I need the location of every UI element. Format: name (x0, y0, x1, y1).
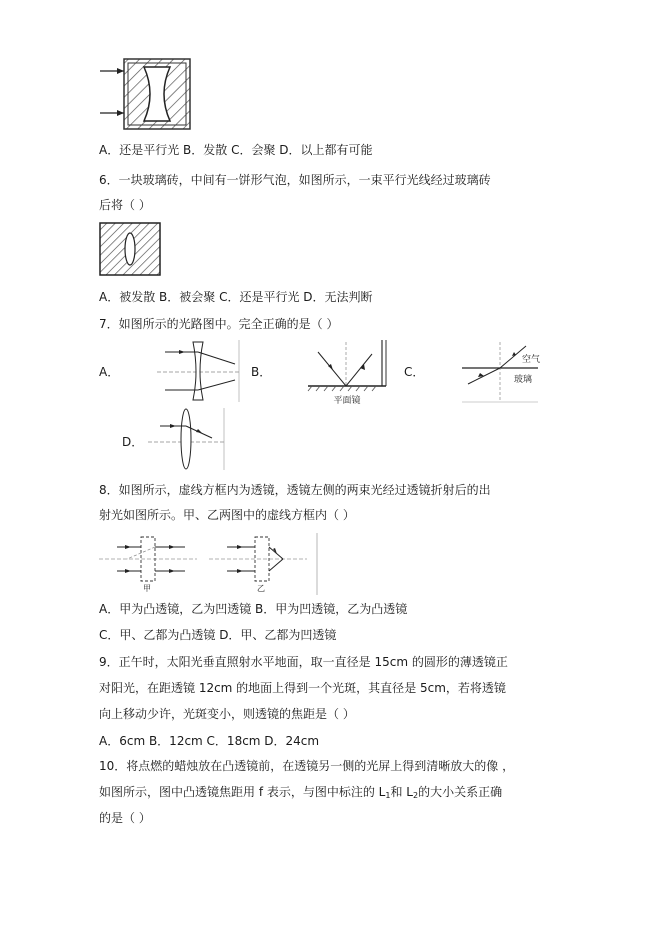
air-glass-refraction-diagram (460, 340, 540, 404)
q7-figure-d (146, 406, 228, 472)
q6-figure (99, 222, 161, 276)
q7-label-d: D． (122, 435, 144, 449)
q10-sub-2: 2 (412, 791, 419, 800)
q8-options-line1: A．甲为凸透镜，乙为凹透镜 B．甲为凹透镜，乙为凸透镜 (99, 602, 408, 616)
convex-lens-ray-diagram (146, 406, 228, 472)
q10-line2-part2: 和 L (390, 785, 413, 799)
glass-brick-bubble-diagram (99, 222, 161, 276)
q5-figure (98, 55, 194, 133)
q5-options: A．还是平行光 B．发散 C．会聚 D．以上都有可能 (99, 143, 373, 157)
q7-label-b: B． (251, 365, 272, 379)
q10-line2-part3: 的大小关系正确 (418, 785, 503, 799)
plane-mirror-reflection-diagram (306, 338, 388, 406)
q10-stem-line1: 10．将点燃的蜡烛放在凸透镜前，在透镜另一侧的光屏上得到清晰放大的像 ， (99, 759, 515, 773)
q9-stem-line3: 向上移动少许，光斑变小，则透镜的焦距是（ ） (99, 707, 355, 721)
q7-stem: 7．如图所示的光路图中。完全正确的是（ ） (99, 317, 339, 331)
q7-figure-c (460, 340, 540, 404)
q10-stem-line2 (99, 784, 502, 804)
q7-label-a: A． (99, 365, 120, 379)
q7-label-c: C． (404, 365, 425, 379)
q8-stem-line2: 射光如图所示。甲、乙两图中的虚线方框内（ ） (99, 508, 355, 522)
q7-figure-b (306, 338, 388, 406)
q6-stem-line2: 后将（ ） (99, 198, 151, 212)
q6-stem-line1: 6．一块玻璃砖，中间有一饼形气泡，如图所示，一束平行光线经过玻璃砖 (99, 173, 491, 187)
dashed-box-lens-diagrams (97, 533, 319, 595)
concave-lens-ray-diagram (155, 340, 241, 402)
q9-stem-line2: 对阳光，在距透镜 12cm 的地面上得到一个光斑，其直径是 5cm，若将透镜 (99, 681, 506, 695)
q8-stem-line1: 8．如图所示，虚线方框内为透镜，透镜左侧的两束光经过透镜折射后的出 (99, 483, 491, 497)
q9-stem-line1: 9．正午时，太阳光垂直照射水平地面，取一直径是 15cm 的圆形的薄透镜正 (99, 655, 508, 669)
q8-figure (97, 533, 319, 595)
hatched-concave-block-diagram (98, 55, 194, 133)
q10-line2-part1: 如图所示，图中凸透镜焦距用 f 表示，与图中标注的 L (99, 785, 386, 799)
q10-stem-line3: 的是（ ） (99, 811, 151, 825)
q7-b-caption: 平面镜 (333, 396, 361, 406)
q8-options-line2: C．甲、乙都为凸透镜 D．甲、乙都为凹透镜 (99, 628, 337, 642)
q7-figure-a (155, 340, 241, 402)
q6-options: A．被发散 B．被会聚 C．还是平行光 D．无法判断 (99, 290, 373, 304)
q7-c-glass-label: 玻璃 (514, 375, 533, 385)
q10-sub-1: 1 (385, 791, 391, 800)
q8-fig-label-yi: 乙 (257, 584, 265, 593)
q9-options: A．6cm B．12cm C．18cm D．24cm (99, 734, 320, 748)
q8-fig-label-jia: 甲 (143, 584, 151, 593)
q7-c-air-label: 空气 (522, 355, 540, 365)
